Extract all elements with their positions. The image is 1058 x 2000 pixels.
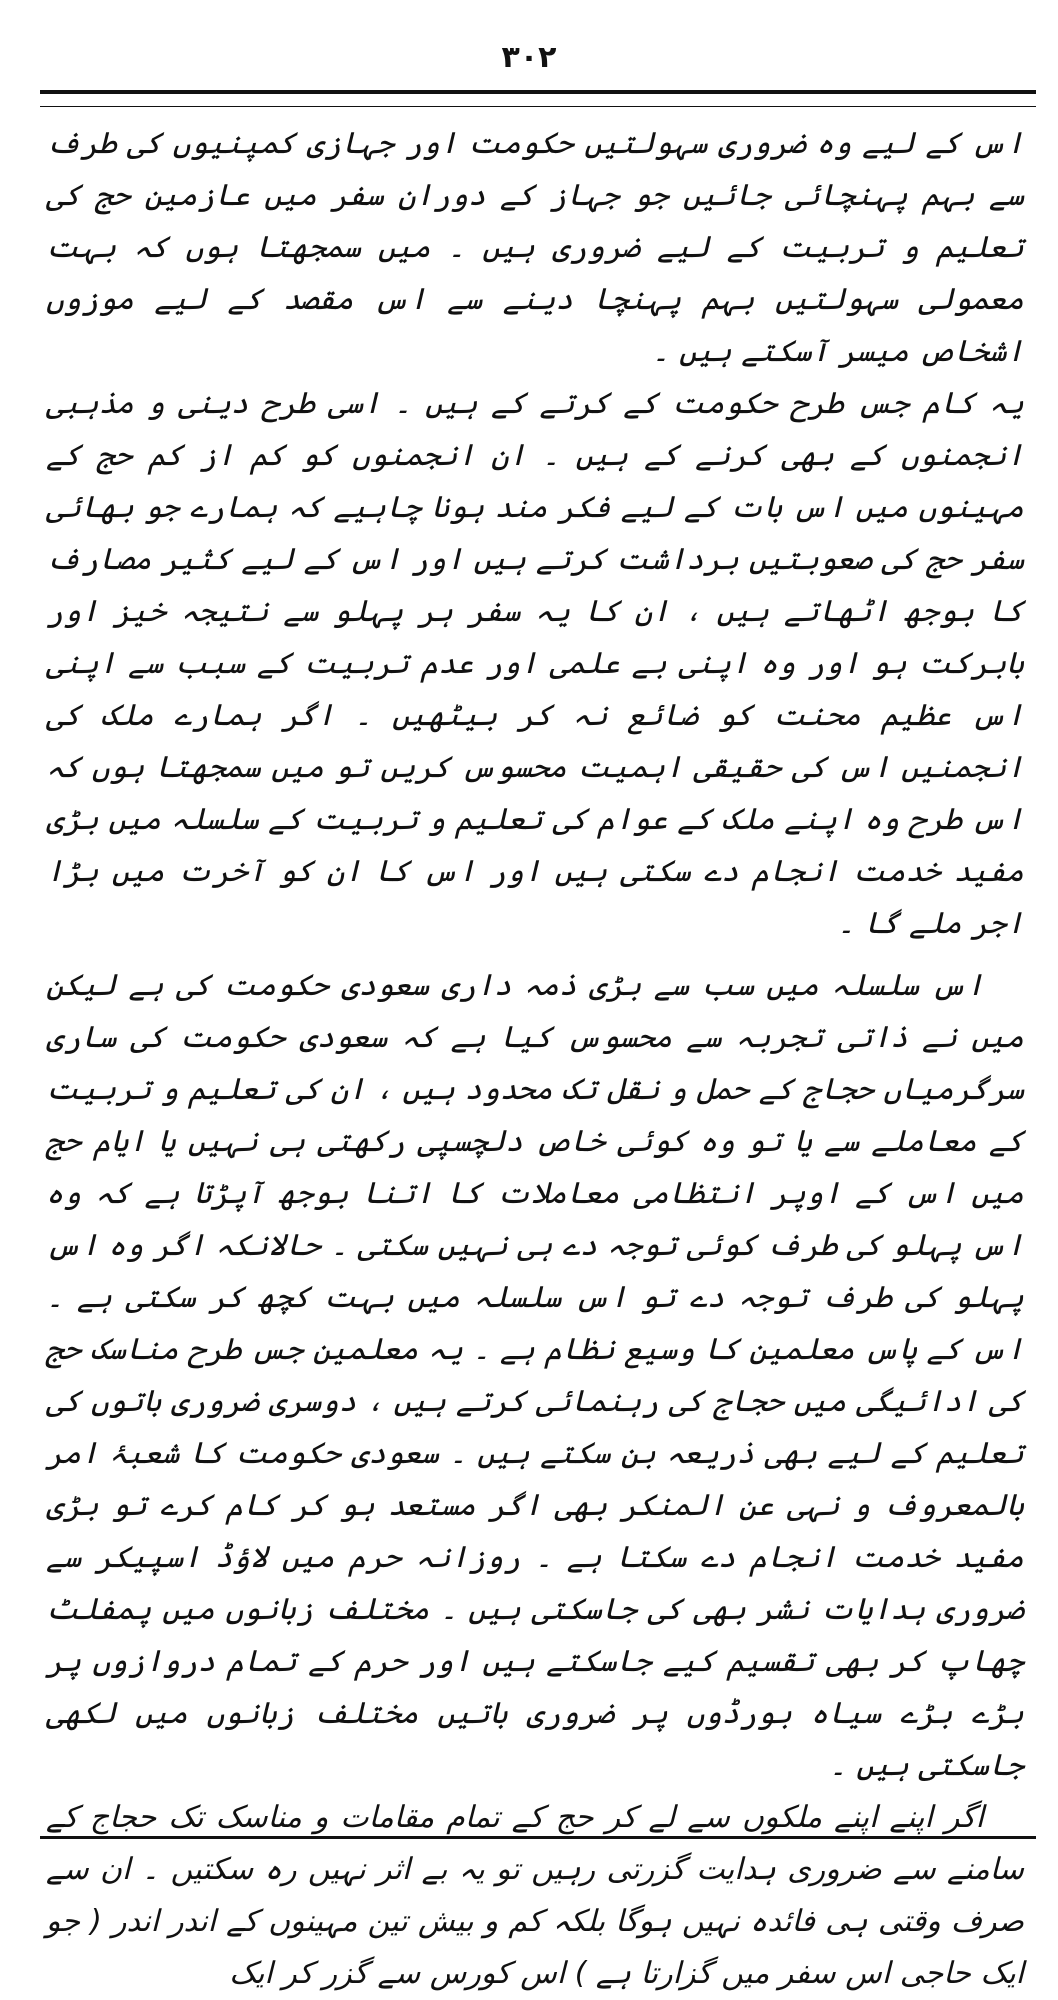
header-rule-thin [40, 106, 1036, 107]
paragraph: اس سلسلہ میں سب سے بڑی ذمہ داری سعودی حکومت کی ہے لیکن میں نے ذاتی تجربہ سے محسوس کیا ہے کہ سعودی حکومت کی ساری سرگرمیاں حجاج کے حمل و نقل تک محدود ہیں ، ان کی تعلیم و تربیت کے معاملے سے یا تو وہ کوئی خاص دلچسپی رکھتی ہی نہیں یا ایام حج میں اس کے اوپر انتظامی معاملات کا اتنا بوجھ آپڑتا ہے کہ وہ اس پہلو کی طرف کوئی توجہ دے ہی نہیں سکتی ۔ حالانکہ اگر وہ اس پہلو کی طرف توجہ دے تو اس سلسلہ میں بہت کچھ کر سکتی ہے ۔ اس کے پاس معلمین کا وسیع نظام ہے ۔ یہ معلمین جس طرح مناسک حج کی ادائیگی میں حجاج کی رہنمائی کرتے ہیں ، دوسری ضروری باتوں کی تعلیم کے لیے بھی ذریعہ بن سکتے ہیں ۔ سعودی حکومت کا شعبۂ امر بالمعروف و نہی عن المنکر بھی اگر مستعد ہو کر کام کرے تو بڑی مفید خدمت انجام دے سکتا ہے ۔ روزانہ حرم میں لاؤڈ اسپیکر سے ضروری ہدایات نشر بھی کی جاسکتی ہیں ۔ مختلف زبانوں میں پمفلٹ چھاپ کر بھی تقسیم کیے جاسکتے ہیں اور حرم کے تمام دروازوں پر بڑے بڑے سیاہ بورڈوں پر ضروری باتیں مختلف زبانوں میں لکھی جاسکتی ہیں ۔ [46, 968, 1024, 1783]
paragraph: اس کے لیے وہ ضروری سہولتیں حکومت اور جہازی کمپنیوں کی طرف سے بہم پہنچائی جائیں جو جہاز کے دوران سفر میں عازمین حج کی تعلیم و تربیت کے لیے ضروری ہیں ۔ میں سمجھتا ہوں کہ بہت معمولی سہولتیں بہم پہنچا دینے سے اس مقصد کے لیے موزوں اشخاص میسر آسکتے ہیں ۔ [46, 126, 1024, 369]
page-number: ۳۰۲ [501, 40, 557, 75]
paragraph: اگر اپنے اپنے ملکوں سے لے کر حج کے تمام مقامات و مناسک تک حجاج کے سامنے سے ضروری ہدایت گزرتی رہیں تو یہ بے اثر نہیں رہ سکتیں ۔ ان سے صرف وقتی ہی فائدہ نہیں ہوگا بلکہ کم و بیش تین مہینوں کے اندر اندر ( جو ایک حاجی اس سفر میں گزارتا ہے ) اس کورس سے گزر کر ایک [46, 1800, 1024, 1991]
header-rule-thick [40, 90, 1036, 94]
footer-rule [40, 1836, 1036, 1839]
body-text [46, 118, 1024, 1991]
paragraph: یہ کام جس طرح حکومت کے کرتے کے ہیں ۔ اسی طرح دینی و مذہبی انجمنوں کے بھی کرنے کے ہیں ۔ ان انجمنوں کو کم از کم حج کے مہینوں میں اس بات کے لیے فکر مند ہونا چاہیے کہ ہمارے جو بھائی سفر حج کی صعوبتیں برداشت کرتے ہیں اور اس کے لیے کثیر مصارف کا بوجھ اٹھاتے ہیں ، ان کا یہ سفر ہر پہلو سے نتیجہ خیز اور بابرکت ہو اور وہ اپنی بے علمی اور عدم تربیت کے سبب سے اپنی اس عظیم محنت کو ضائع نہ کر بیٹھیں ۔ اگر ہمارے ملک کی انجمنیں اس کی حقیقی اہمیت محسوس کریں تو میں سمجھتا ہوں کہ اس طرح وہ اپنے ملک کے عوام کی تعلیم و تربیت کے سلسلہ میں بڑی مفید خدمت انجام دے سکتی ہیں اور اس کا ان کو آخرت میں بڑا اجر ملے گا ۔ [46, 386, 1024, 941]
